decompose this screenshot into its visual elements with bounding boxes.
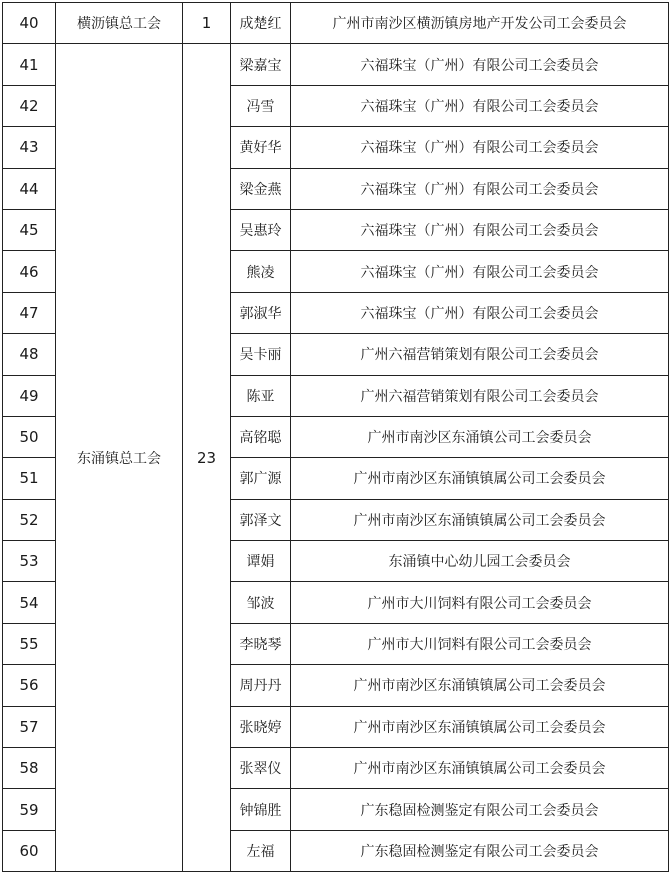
- row-number: 49: [3, 375, 56, 416]
- organization: 广州市大川饲料有限公司工会委员会: [291, 623, 669, 664]
- person-name: 张翠仪: [231, 748, 291, 789]
- person-name: 高铭聪: [231, 416, 291, 457]
- person-name: 梁金燕: [231, 168, 291, 209]
- row-number: 57: [3, 706, 56, 747]
- row-number: 52: [3, 499, 56, 540]
- member-count: 1: [183, 3, 231, 44]
- organization: 广州市南沙区横沥镇房地产开发公司工会委员会: [291, 3, 669, 44]
- person-name: 成楚红: [231, 3, 291, 44]
- organization: 广州市南沙区东涌镇镇属公司工会委员会: [291, 499, 669, 540]
- organization: 六福珠宝（广州）有限公司工会委员会: [291, 209, 669, 250]
- person-name: 钟锦胜: [231, 789, 291, 830]
- town-union: 横沥镇总工会: [56, 3, 183, 44]
- organization: 东涌镇中心幼儿园工会委员会: [291, 541, 669, 582]
- row-number: 48: [3, 334, 56, 375]
- member-count: 23: [183, 44, 231, 872]
- person-name: 李晓琴: [231, 623, 291, 664]
- row-number: 51: [3, 458, 56, 499]
- row-number: 41: [3, 44, 56, 85]
- row-number: 59: [3, 789, 56, 830]
- person-name: 冯雪: [231, 85, 291, 126]
- person-name: 周丹丹: [231, 665, 291, 706]
- person-name: 熊凌: [231, 251, 291, 292]
- organization: 广州六福营销策划有限公司工会委员会: [291, 334, 669, 375]
- organization: 广州六福营销策划有限公司工会委员会: [291, 375, 669, 416]
- town-union: 东涌镇总工会: [56, 44, 183, 872]
- row-number: 47: [3, 292, 56, 333]
- organization: 广州市南沙区东涌镇镇属公司工会委员会: [291, 748, 669, 789]
- row-number: 56: [3, 665, 56, 706]
- person-name: 吴卡丽: [231, 334, 291, 375]
- person-name: 梁嘉宝: [231, 44, 291, 85]
- person-name: 郭泽文: [231, 499, 291, 540]
- roster-body: [3, 3, 669, 872]
- organization: 广州市南沙区东涌镇镇属公司工会委员会: [291, 665, 669, 706]
- organization: 广州市南沙区东涌镇公司工会委员会: [291, 416, 669, 457]
- organization: 广东稳固检测鉴定有限公司工会委员会: [291, 830, 669, 871]
- person-name: 张晓婷: [231, 706, 291, 747]
- person-name: 邹波: [231, 582, 291, 623]
- organization: 广州市大川饲料有限公司工会委员会: [291, 582, 669, 623]
- organization: 广州市南沙区东涌镇镇属公司工会委员会: [291, 458, 669, 499]
- table-row: [3, 3, 669, 44]
- row-number: 50: [3, 416, 56, 457]
- row-number: 40: [3, 3, 56, 44]
- person-name: 吴惠玲: [231, 209, 291, 250]
- organization: 六福珠宝（广州）有限公司工会委员会: [291, 44, 669, 85]
- row-number: 60: [3, 830, 56, 871]
- roster-table: [2, 2, 669, 872]
- person-name: 谭娟: [231, 541, 291, 582]
- person-name: 郭广源: [231, 458, 291, 499]
- row-number: 55: [3, 623, 56, 664]
- organization: 六福珠宝（广州）有限公司工会委员会: [291, 168, 669, 209]
- organization: 六福珠宝（广州）有限公司工会委员会: [291, 85, 669, 126]
- row-number: 58: [3, 748, 56, 789]
- person-name: 郭淑华: [231, 292, 291, 333]
- table-row: [3, 44, 669, 85]
- row-number: 42: [3, 85, 56, 126]
- row-number: 44: [3, 168, 56, 209]
- person-name: 黄好华: [231, 127, 291, 168]
- organization: 广东稳固检测鉴定有限公司工会委员会: [291, 789, 669, 830]
- row-number: 45: [3, 209, 56, 250]
- row-number: 46: [3, 251, 56, 292]
- row-number: 53: [3, 541, 56, 582]
- organization: 六福珠宝（广州）有限公司工会委员会: [291, 251, 669, 292]
- row-number: 43: [3, 127, 56, 168]
- row-number: 54: [3, 582, 56, 623]
- person-name: 陈亚: [231, 375, 291, 416]
- organization: 六福珠宝（广州）有限公司工会委员会: [291, 127, 669, 168]
- organization: 六福珠宝（广州）有限公司工会委员会: [291, 292, 669, 333]
- organization: 广州市南沙区东涌镇镇属公司工会委员会: [291, 706, 669, 747]
- person-name: 左福: [231, 830, 291, 871]
